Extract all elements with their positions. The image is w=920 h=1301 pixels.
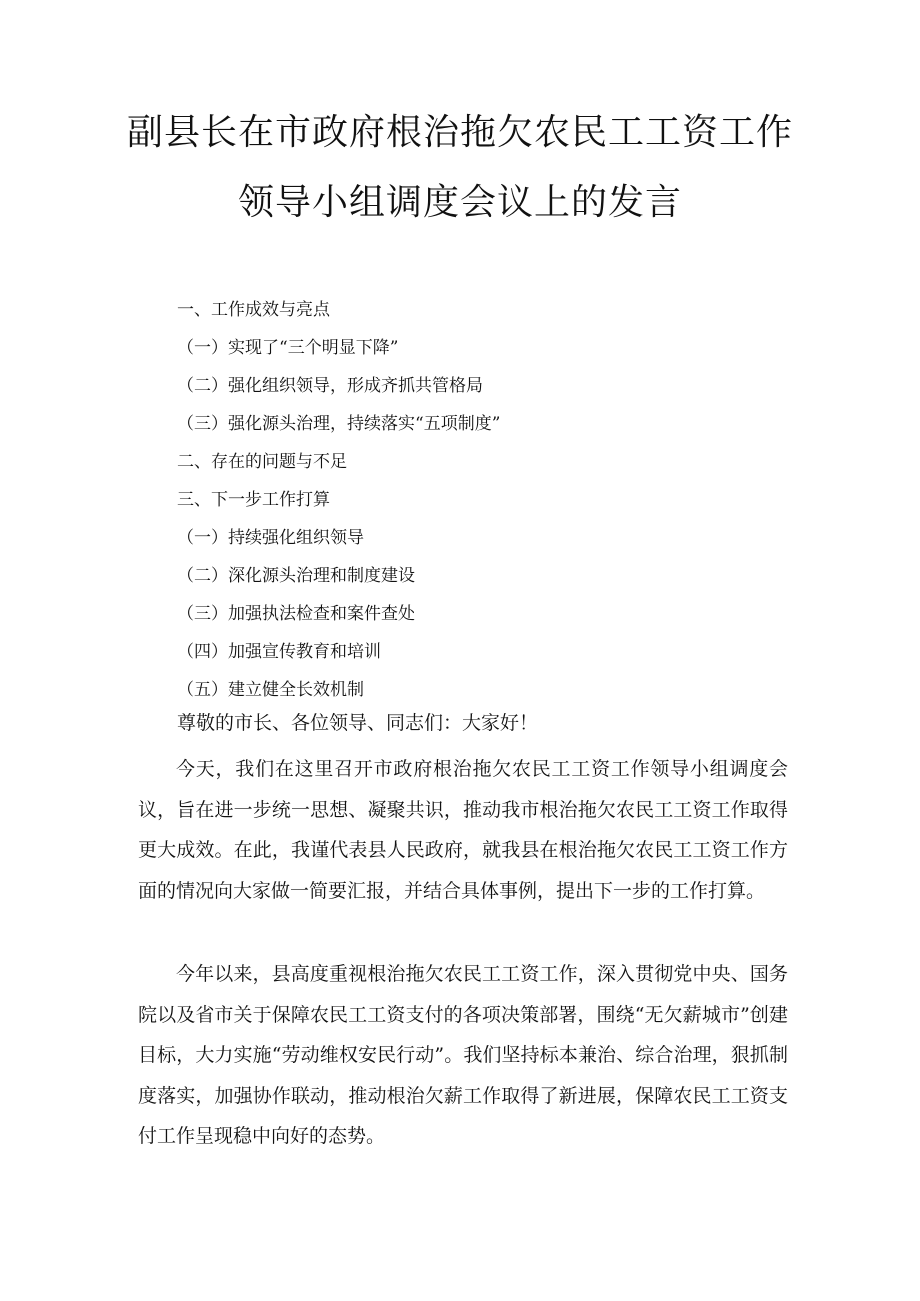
outline-item: （二）深化源头治理和制度建设 xyxy=(177,566,415,586)
document-title-line-1: 副县长在市政府根治拖欠农民工工资工作 xyxy=(126,112,793,153)
body-paragraph: 今天，我们在这里召开市政府根治拖欠农民工工资工作领导小组调度会议，旨在进一步统一思想、凝聚共识，推动我市根治拖欠农民工工资工作取得更大成效。在此，我谨代表县人民政府，就我县在根治拖欠农民工工资工作方面的情况向大家做一简要汇报，并结合具体事例，提出下一步的工作打算。 xyxy=(138,758,788,902)
outline-item: 三、下一步工作打算 xyxy=(177,490,330,510)
outline-item: （一）持续强化组织领导 xyxy=(177,528,364,548)
outline-item: （四）加强宣传教育和培训 xyxy=(177,642,381,662)
body-paragraph: 今年以来，县高度重视根治拖欠农民工工资工作，深入贯彻党中央、国务院以及省市关于保障农民工工资支付的各项决策部署，围绕“无欠薪城市”创建目标，大力实施“劳动维权安民行动”。我们坚持标本兼治、综合治理，狠抓制度落实，加强协作联动，推动根治欠薪工作取得了新进展，保障农民工工资支付工作呈现稳中向好的态势。 xyxy=(138,963,788,1148)
outline-item: 二、存在的问题与不足 xyxy=(177,452,347,472)
outline-item: （三）加强执法检查和案件查处 xyxy=(177,604,415,624)
outline-item: 一、工作成效与亮点 xyxy=(177,300,330,320)
outline-item: （三）强化源头治理，持续落实“五项制度” xyxy=(177,414,501,434)
outline-item: （一）实现了“三个明显下降” xyxy=(177,338,399,358)
outline-list xyxy=(0,291,920,709)
greeting: 尊敬的市长、各位领导、同志们：大家好！ xyxy=(177,712,539,734)
outline-item: （五）建立健全长效机制 xyxy=(177,680,364,700)
document-title-line-2: 领导小组调度会议上的发言 xyxy=(237,182,682,223)
outline-item: （二）强化组织领导，形成齐抓共管格局 xyxy=(177,376,483,396)
